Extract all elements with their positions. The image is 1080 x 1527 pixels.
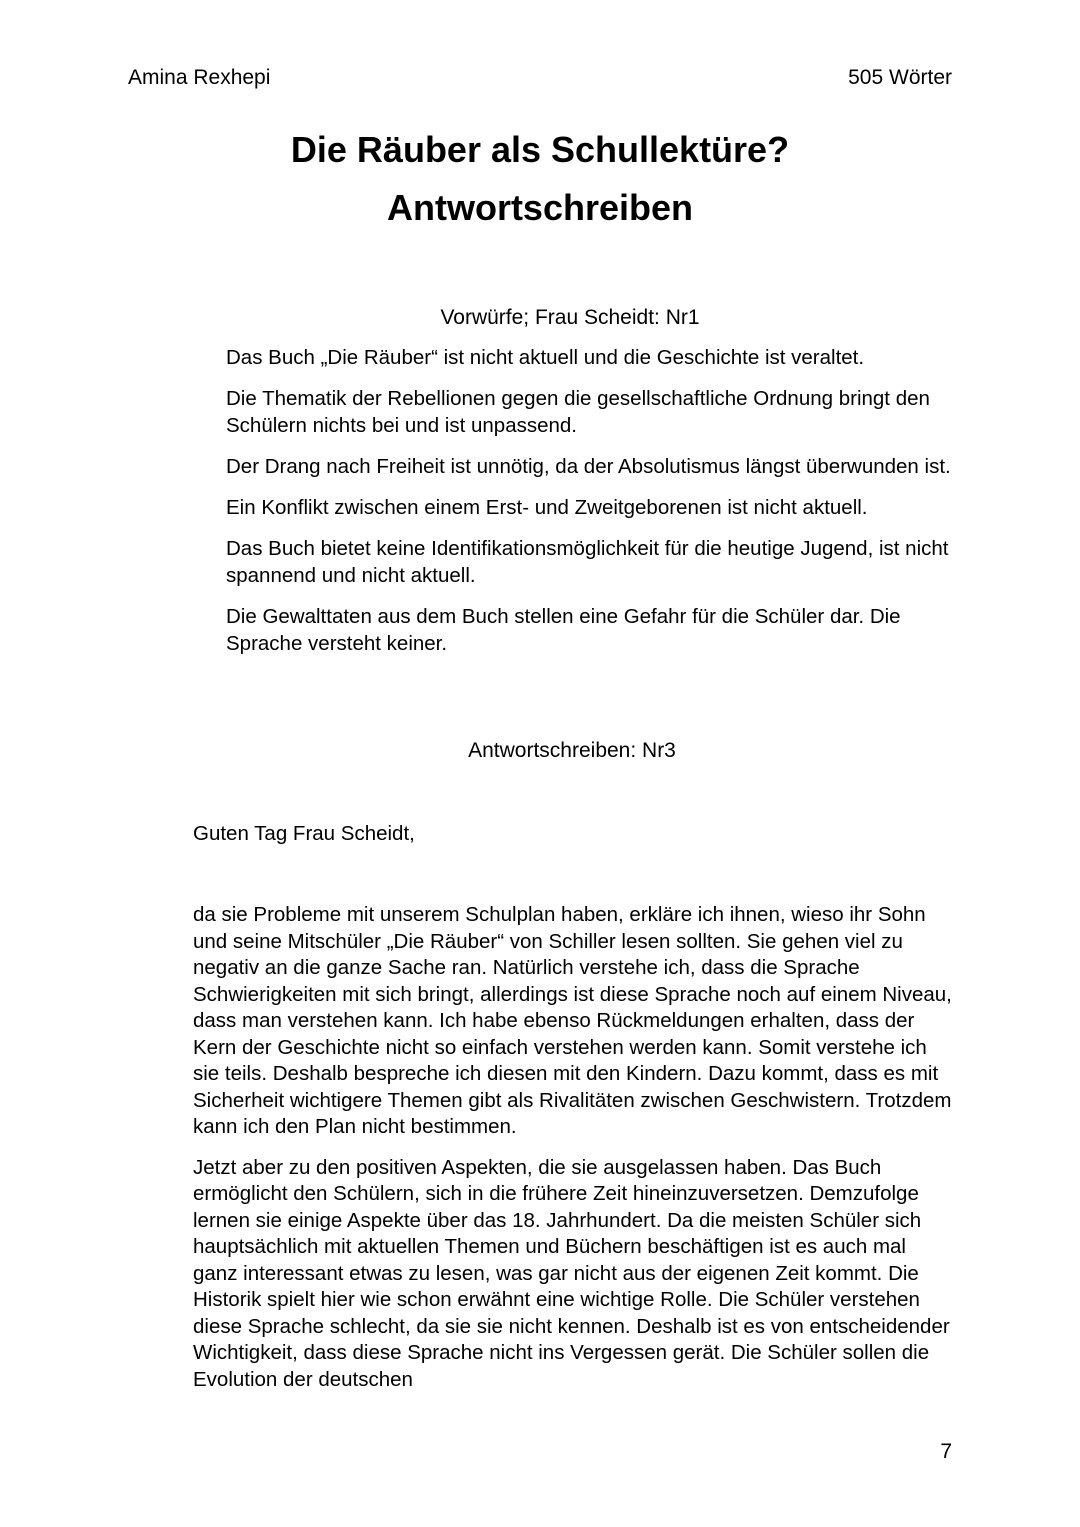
claim-item: Das Buch „Die Räuber“ ist nicht aktuell und die Geschichte ist veraltet. (226, 346, 865, 369)
claim-item: Das Buch bietet keine Identifikationsmöglichkeit für die heutige Jugend, ist nicht spannend und nicht aktuell. (226, 537, 949, 587)
claim-item: Der Drang nach Freiheit ist unnötig, da der Absolutismus längst überwunden ist. (226, 455, 951, 478)
letter-paragraph: Jetzt aber zu den positiven Aspekten, die sie ausgelassen haben. Das Buch ermöglicht den Schülern, sich in die frühere Zeit hineinzuversetzen. Demzufolge lernen sie einige Aspekte über das 18. Jahrhundert. Da die meisten Schüler sich hauptsächlich mit aktuellen Themen und Büchern beschäftigen ist es auch mal ganz interessant etwas zu lesen, was gar nicht aus der eigenen Zeit kommt. Die Historik spielt hier wie schon erwähnt eine wichtige Rolle. Die Schüler verstehen diese Sprache schlecht, da sie sie nicht kennen. Deshalb ist es von entscheidender Wichtigkeit, dass diese Sprache nicht ins Vergessen gerät. Die Schüler sollen die Evolution der deutschen (193, 1155, 950, 1391)
document-title-line-1: Die Räuber als Schullektüre? (290, 129, 790, 170)
letter-greeting: Guten Tag Frau Scheidt, (193, 822, 415, 845)
claims-heading: Vorwürfe; Frau Scheidt: Nr1 (440, 306, 700, 329)
claim-item: Die Gewalttaten aus dem Buch stellen eine Gefahr für die Schüler dar. Die Sprache versteht keiner. (226, 605, 901, 655)
word-count: 505 Wörter (848, 66, 952, 89)
page-number: 7 (940, 1440, 952, 1463)
document-title-line-2: Antwortschreiben (386, 187, 694, 228)
reply-heading: Antwortschreiben: Nr3 (468, 739, 676, 762)
claims-list (226, 344, 956, 671)
author-name: Amina Rexhepi (128, 66, 271, 89)
letter-paragraph: da sie Probleme mit unserem Schulplan haben, erkläre ich ihnen, wieso ihr Sohn und seine Mitschüler „Die Räuber“ von Schiller lesen sollten. Sie gehen viel zu negativ an die ganze Sache ran. Natürlich verstehe ich, dass die Sprache Schwierigkeiten mit sich bringt, allerdings ist diese Sprache noch auf einem Niveau, dass man verstehen kann. Ich habe ebenso Rückmeldungen erhalten, dass der Kern der Geschichte nicht so einfach verstehen werden kann. Somit verstehe ich sie teils. Deshalb bespreche ich diesen mit den Kindern. Dazu kommt, dass es mit Sicherheit wichtigere Themen gibt als Rivalitäten zwischen Geschwistern. Trotzdem kann ich den Plan nicht bestimmen. (193, 903, 952, 1138)
letter-body (193, 902, 953, 1407)
claim-item: Ein Konflikt zwischen einem Erst- und Zweitgeborenen ist nicht aktuell. (226, 496, 868, 519)
claim-item: Die Thematik der Rebellionen gegen die gesellschaftliche Ordnung bringt den Schülern nichts bei und ist unpassend. (226, 387, 930, 437)
